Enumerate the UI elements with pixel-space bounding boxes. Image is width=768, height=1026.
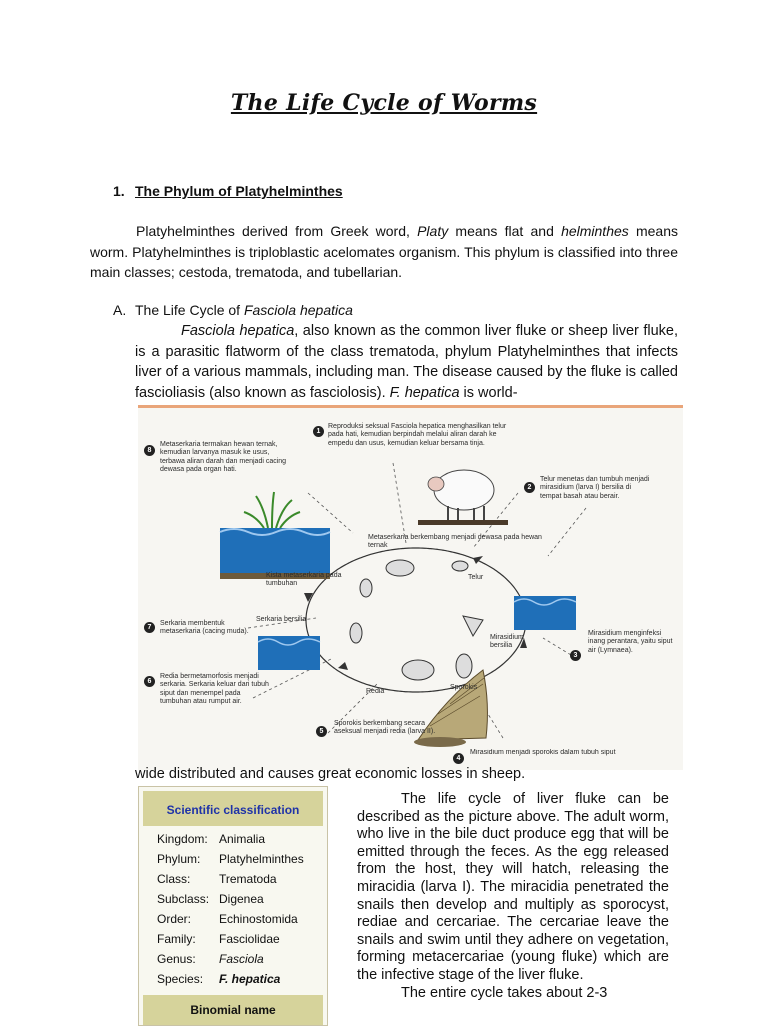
step-6-label: Redia bermetamorfosis menjadi serkaria. Serkaria keluar dari tubuh siput dan menempel pada tumbuhan atau rumput air. (160, 673, 269, 706)
classification-infobox (138, 786, 328, 1026)
row-value: F. hepatica (219, 972, 281, 986)
row-key: Kingdom: (157, 832, 208, 846)
step-number: 2 (524, 482, 535, 493)
kista-label: Kista metaserkaria pada tumbuhan (266, 572, 342, 588)
subsection-heading (113, 302, 353, 318)
step-number: 8 (144, 445, 155, 456)
life-cycle-diagram (138, 405, 683, 770)
section-heading (113, 183, 343, 199)
row-key: Family: (157, 932, 196, 946)
telur-label: Telur (468, 574, 484, 581)
step-number: 5 (316, 726, 327, 737)
binomial-header: Binomial name (143, 995, 323, 1025)
redia-label: Redia (366, 688, 385, 695)
arrow-head (338, 662, 348, 670)
text-run: The entire cycle takes about 2-3 (401, 984, 608, 1001)
row-value: Platyhelminthes (219, 852, 304, 866)
classification-row (157, 949, 264, 969)
section-number: 1. (113, 183, 125, 199)
intro-paragraph (90, 221, 678, 283)
text-run: Platyhelminthes derived from Greek word, (136, 223, 418, 239)
stage-figures (350, 560, 483, 680)
paragraph-continuation: wide distributed and causes great economic losses in sheep. (135, 766, 526, 782)
row-value: Echinostomida (219, 912, 298, 926)
serkaria-label: Serkaria bersilia (256, 616, 307, 623)
section-title: The Phylum of Platyhelminthes (135, 183, 343, 199)
step-4-label: Mirasidium menjadi sporokis dalam tubuh siput (470, 749, 616, 756)
step-7-label: Serkaria membentuk metaserkaria (cacing muda). (160, 620, 249, 636)
step-number: 4 (453, 753, 464, 764)
species-name: Fasciola hepatica (243, 302, 353, 318)
row-key: Class: (157, 872, 191, 886)
mirasidium-label: Mirasidium bersilia (490, 634, 524, 650)
classification-row (157, 849, 304, 869)
text-run: , also known as the common liver fluke or sheep liver fluke, is a parasitic flatworm of the class trematoda, phylum Platyhelminthes that infects liver of a various mammals, including man. The disease caused by the fluke is called fascioliasis (also known as fasciolosis). (135, 323, 678, 401)
text-run: means flat and (448, 223, 562, 239)
page-title: The Life Cycle of Worms (230, 90, 538, 116)
text-run: The life cycle of liver fluke can be described as the picture above. The adult worm, who live in the bile duct produce egg that will be emitted through the feces. As the egg released from the host, they will hatch, releasing the miracidia (larva I). The miracidia penetrated the snails then develop and multiply as sporocyst, rediae and cercariae. The cercariae leave the snails and swim until they adhere on vegetation, forming metacercariae (young fluke) which are the infective stage of the liver fluke. (357, 791, 669, 983)
sheep-figure (418, 470, 508, 525)
classification-row (157, 969, 280, 989)
water-plant (244, 492, 300, 528)
life-cycle-paragraph (357, 791, 669, 1002)
species-abbr: F. hepatica (389, 384, 460, 401)
italic-term: Platy (417, 223, 449, 239)
water-box-right (514, 596, 576, 630)
fasciola-paragraph (135, 321, 678, 403)
step-5-label: Sporokis berkembang secara aseksual menjadi redia (larva II). (334, 720, 436, 736)
center-label: Metaserkaria berkembang menjadi dewasa pada hewan ternak (368, 534, 542, 550)
step-number: 6 (144, 676, 155, 687)
row-key: Genus: (157, 952, 196, 966)
species-name: Fasciola hepatica (181, 323, 295, 339)
step-number: 7 (144, 622, 155, 633)
sporokis-label: Sporokis (450, 684, 478, 691)
step-3-label: Mirasidium menginfeksi inang perantara, yaitu siput air (Lymnaea). (588, 630, 673, 654)
classification-row (157, 929, 280, 949)
row-value: Digenea (219, 892, 264, 906)
subsection-text: The Life Cycle of (135, 302, 244, 318)
step-2-label: Telur menetas dan tumbuh menjadi mirasidium (larva I) bersilia di tempat basah atau berair. (540, 476, 650, 500)
classification-row (157, 909, 298, 929)
classification-row (157, 869, 277, 889)
row-key: Phylum: (157, 852, 201, 866)
italic-term: helminthes (561, 223, 629, 239)
water-box-left (258, 636, 320, 670)
step-number: 1 (313, 426, 324, 437)
row-value: Animalia (219, 832, 266, 846)
step-8-label: Metaserkaria termakan hewan ternak, kemudian larvanya masuk ke usus, terbawa aliran darah dan menjadi cacing dewasa pada organ hati. (160, 441, 287, 474)
infobox-title: Scientific classification (143, 791, 323, 826)
row-key: Species: (157, 972, 204, 986)
row-key: Subclass: (157, 892, 210, 906)
step-1-label: Reproduksi seksual Fasciola hepatica menghasilkan telur pada hati, kemudian berpindah melalui aliran darah ke empedu dan usus, kemudian keluar bersama tinja. (328, 423, 507, 447)
step-number: 3 (570, 650, 581, 661)
row-value: Fasciolidae (219, 932, 280, 946)
row-value: Fasciola (219, 952, 264, 966)
row-value: Trematoda (219, 872, 277, 886)
subsection-letter: A. (113, 302, 127, 318)
text-run: is world- (459, 384, 518, 401)
text-run: means worm. Platyhelminthes is triploblastic acelomates organism. This phylum is classified into three main classes; cestoda, trematoda, and tubellarian. (90, 223, 678, 280)
classification-row (157, 889, 264, 909)
row-key: Order: (157, 912, 192, 926)
classification-row (157, 829, 265, 849)
